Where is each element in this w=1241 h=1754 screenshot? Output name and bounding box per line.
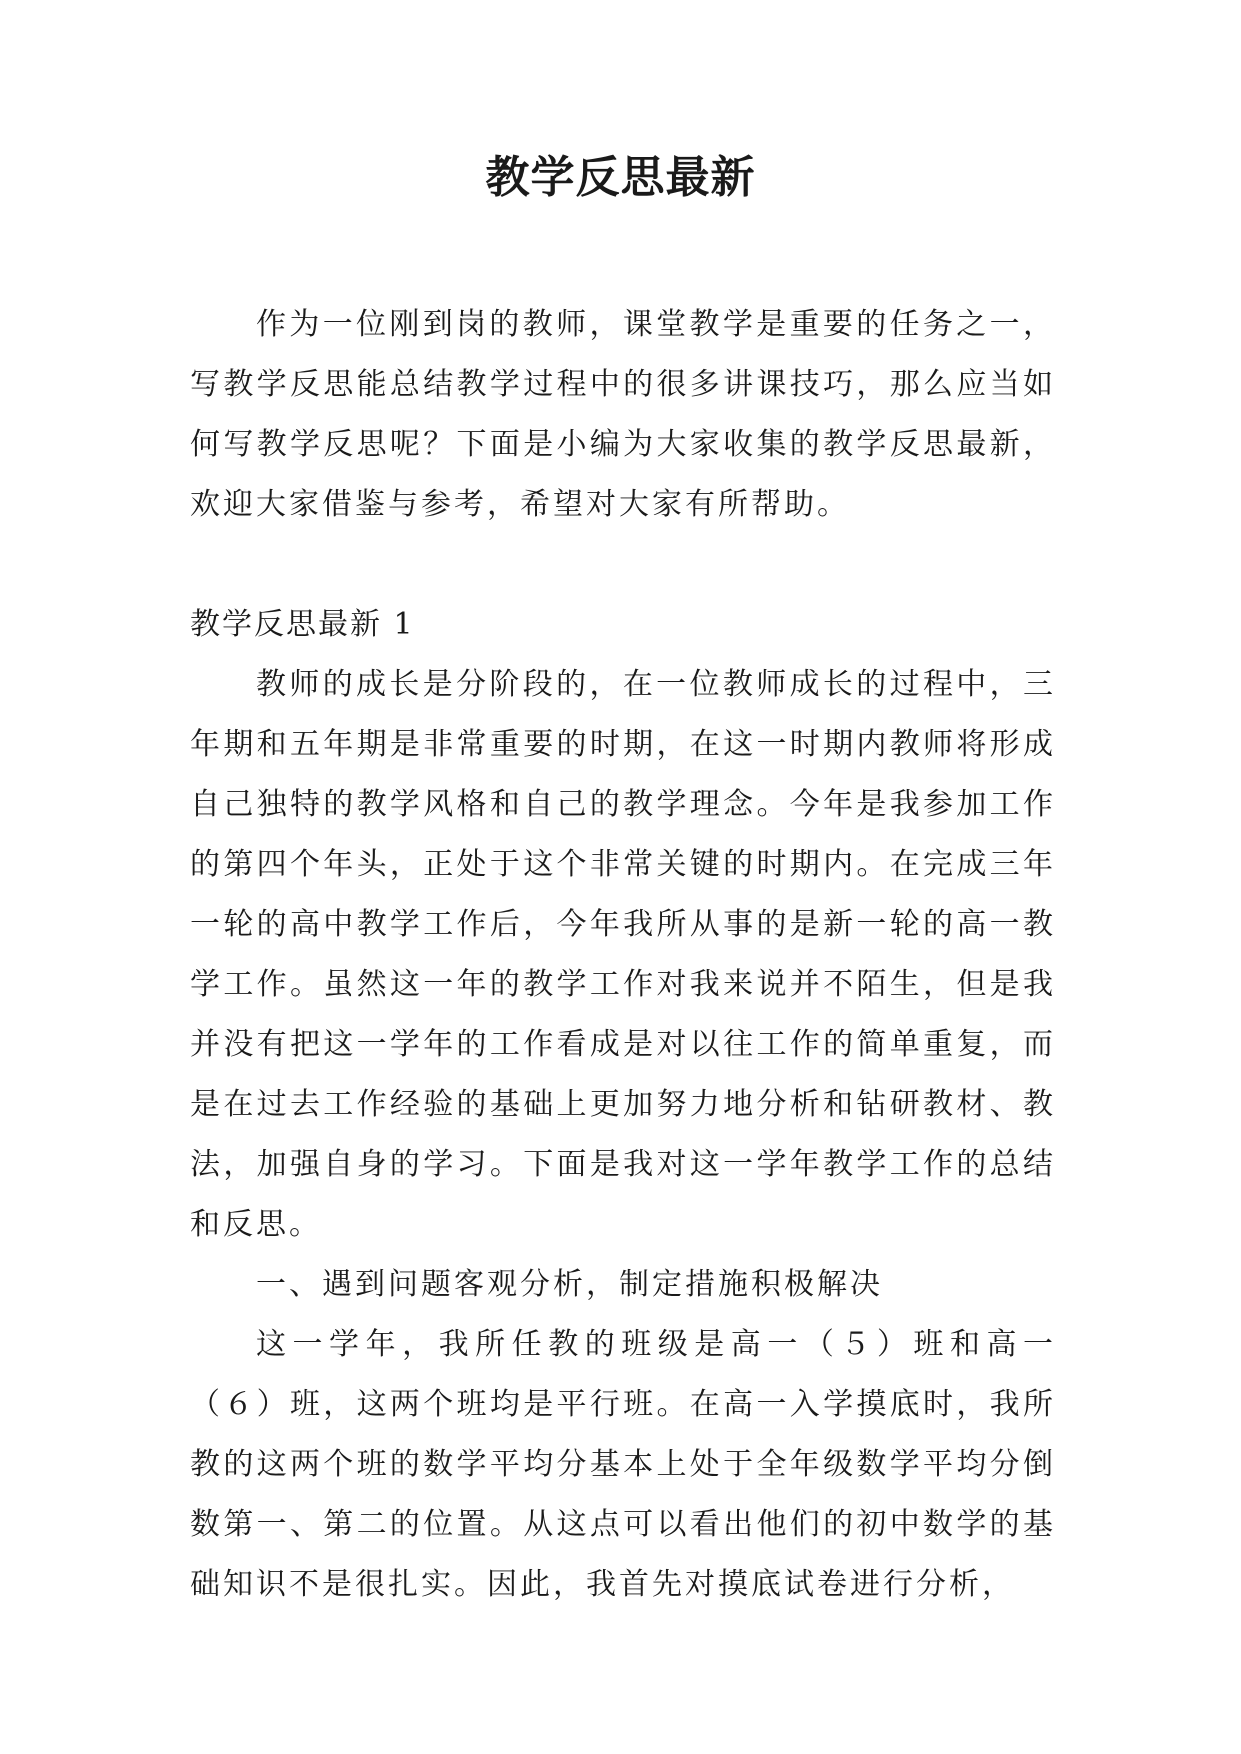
subsection-heading: 一、遇到问题客观分析，制定措施积极解决	[256, 1267, 883, 1302]
body-paragraph: 教师的成长是分阶段的，在一位教师成长的过程中，三年期和五年期是非常重要的时期，在这一时期内教师将形成自己独特的教学风格和自己的教学理念。今年是我参加工作的第四个年头，正处于这个非常关键的时期内。在完成三年一轮的高中教学工作后，今年我所从事的是新一轮的高一教学工作。虽然这一年的教学工作对我来说并不陌生，但是我并没有把这一学年的工作看成是对以往工作的简单重复，而是在过去工作经验的基础上更加努力地分析和钻研教材、教法，加强自身的学习。下面是我对这一学年教学工作的总结和反思。	[190, 667, 1056, 1242]
intro-paragraph: 作为一位刚到岗的教师，课堂教学是重要的任务之一，写教学反思能总结教学过程中的很多讲课技巧，那么应当如何写教学反思呢？下面是小编为大家收集的教学反思最新，欢迎大家借鉴与参考，希望对大家有所帮助。	[190, 307, 1056, 522]
document-body	[190, 295, 1056, 1615]
paragraph-gap	[190, 535, 1056, 595]
document-title: 教学反思最新	[485, 152, 756, 203]
section-heading: 教学反思最新 1	[190, 607, 415, 642]
body-paragraph: 这一学年，我所任教的班级是高一（５）班和高一（６）班，这两个班均是平行班。在高一入学摸底时，我所教的这两个班的数学平均分基本上处于全年级数学平均分倒数第一、第二的位置。从这点可以看出他们的初中数学的基础知识不是很扎实。因此，我首先对摸底试卷进行分析，	[190, 1327, 1056, 1602]
